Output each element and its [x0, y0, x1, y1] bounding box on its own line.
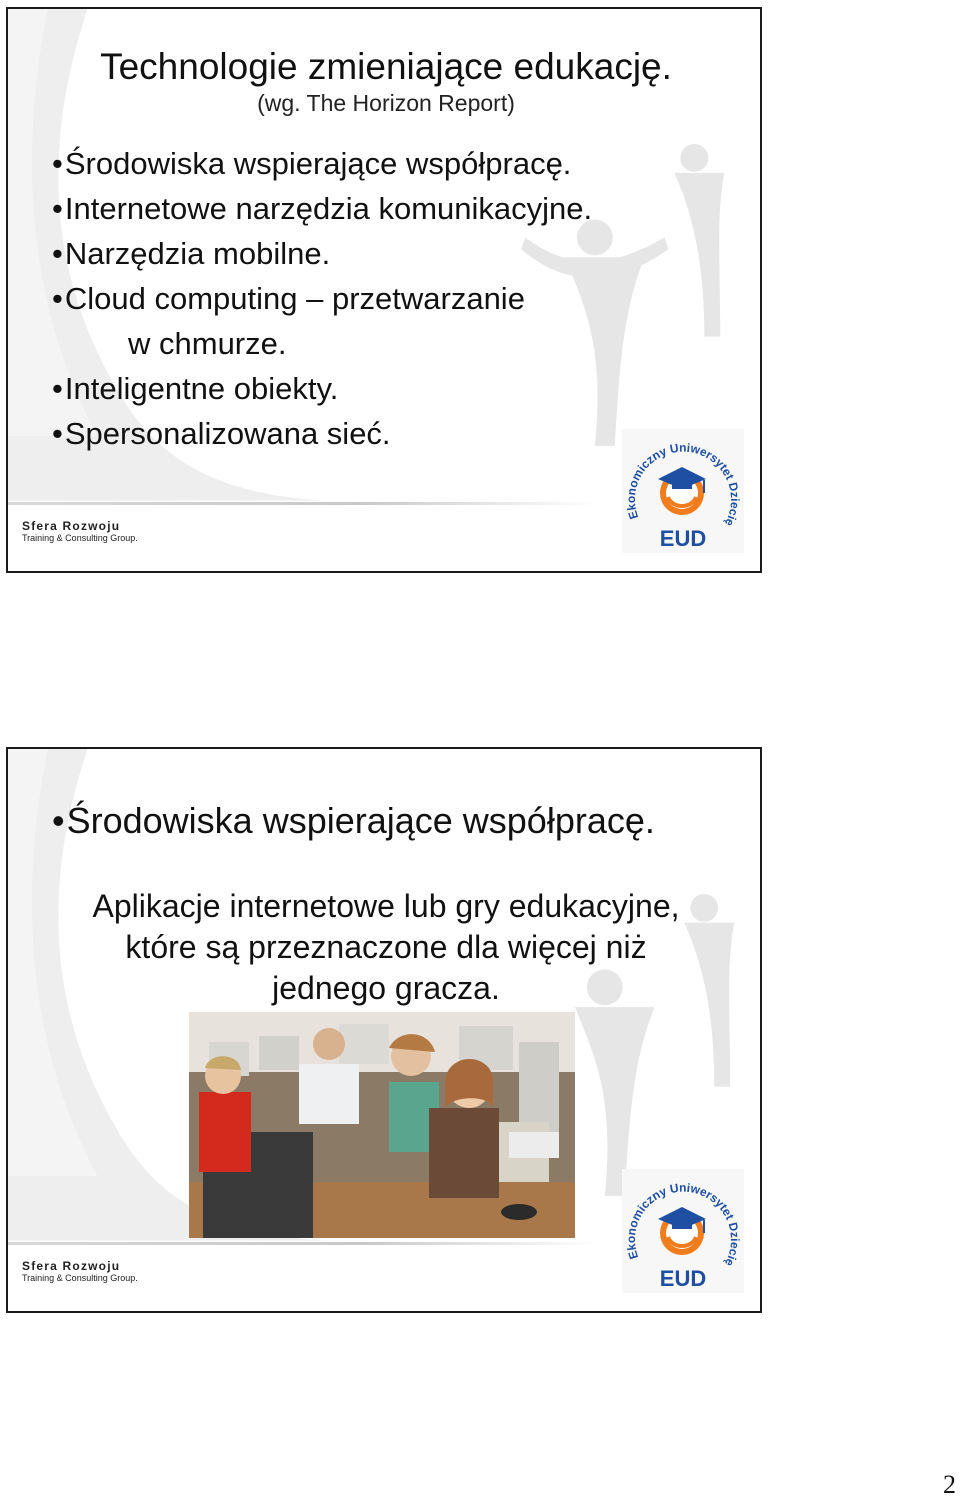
- slide-1: [6, 7, 762, 573]
- brand-footer: [22, 520, 138, 544]
- slide-2: [6, 747, 762, 1313]
- eud-logo: [622, 1169, 744, 1293]
- slide-title: Technologie zmieniające edukację.: [100, 46, 672, 87]
- bullet-item-continuation: w chmurze.: [128, 326, 287, 361]
- slide-subtitle: (wg. The Horizon Report): [257, 90, 515, 116]
- page-number: 2: [943, 1470, 956, 1499]
- slide-title-block: [8, 45, 762, 117]
- bullet-item: • Środowiska wspierające współpracę.: [52, 141, 592, 186]
- bullet-list: [52, 141, 592, 456]
- bullet-item: • Cloud computing – przetwarzanie: [52, 276, 592, 321]
- logo-arc-text: Ekonomiczny Uniwersytet Dziecię: [623, 1180, 743, 1269]
- bullet-item: • Narzędzia mobilne.: [52, 231, 592, 276]
- brand-footer: [22, 1260, 138, 1284]
- bullet-item: • Inteligentne obiekty.: [52, 366, 592, 411]
- brand-name: Sfera Rozwoju: [22, 519, 121, 533]
- logo-abbr: EUD: [659, 526, 707, 551]
- description-line: które są przeznaczone dla więcej niż: [125, 929, 647, 965]
- slide-heading: • Środowiska wspierające współpracę.: [52, 799, 655, 843]
- bullet-item: • Spersonalizowana sieć.: [52, 411, 592, 456]
- description-line: jednego gracza.: [272, 970, 500, 1006]
- slide-description: [8, 886, 762, 1009]
- eud-logo: [622, 429, 744, 553]
- logo-arc-text: Ekonomiczny Uniwersytet Dziecię: [623, 440, 743, 529]
- bullet-item: • Internetowe narzędzia komunikacyjne.: [52, 186, 592, 231]
- description-line: Aplikacje internetowe lub gry edukacyjne,: [92, 888, 680, 924]
- brand-tagline: Training & Consulting Group.: [22, 533, 138, 543]
- logo-abbr: EUD: [659, 1266, 707, 1291]
- brand-tagline: Training & Consulting Group.: [22, 1273, 138, 1283]
- brand-name: Sfera Rozwoju: [22, 1259, 121, 1273]
- classroom-photo: [189, 1012, 575, 1238]
- footer-divider: [8, 1242, 598, 1245]
- footer-divider: [8, 502, 598, 505]
